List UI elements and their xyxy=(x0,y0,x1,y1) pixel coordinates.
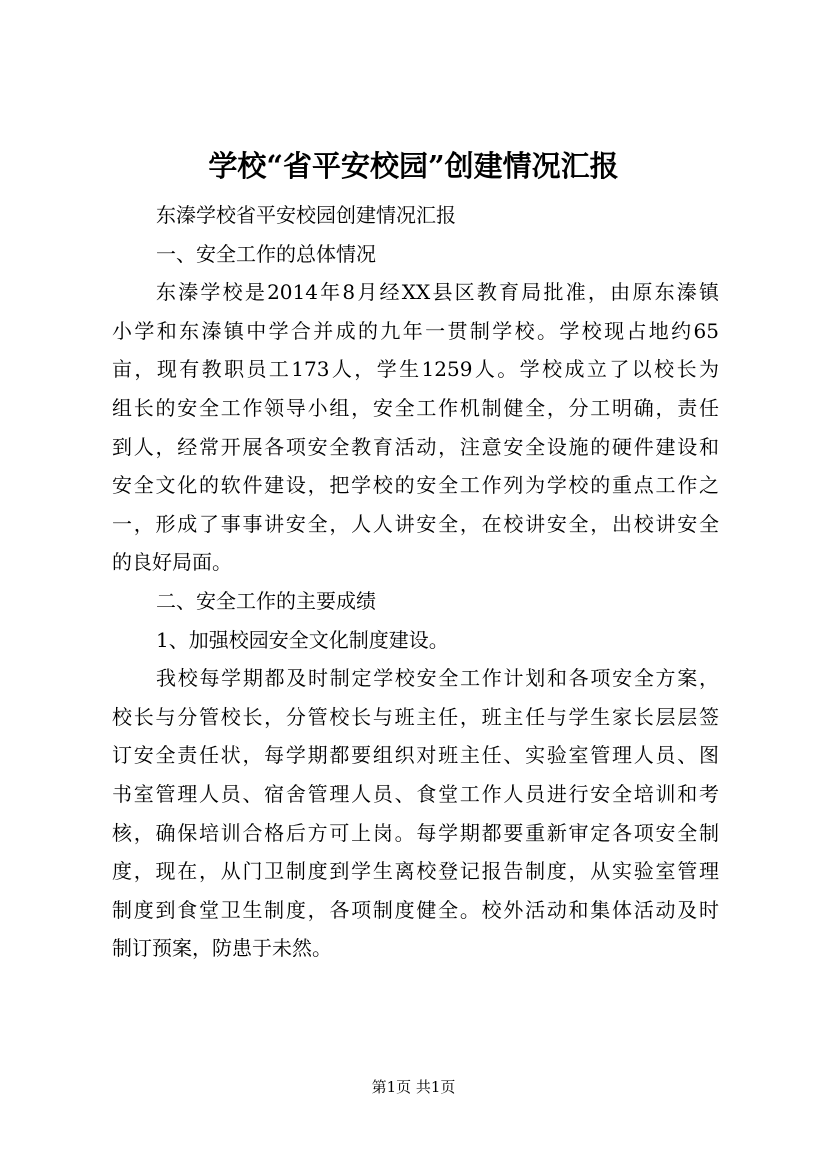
paragraph-line: 一，形成了事事讲安全，人人讲安全，在校讲安全，出校讲安全 xyxy=(112,511,719,536)
paragraph-line: 东溱学校是2014年8月经XX县区教育局批准，由原东溱镇 xyxy=(156,280,719,305)
paragraph-line: 小学和东溱镇中学合并成的九年一贯制学校。学校现占地约65 xyxy=(112,318,719,343)
paragraph-line: 制度到食堂卫生制度，各项制度健全。校外活动和集体活动及时 xyxy=(112,897,719,922)
paragraph-line: 我校每学期都及时制定学校安全工作计划和各项安全方案， xyxy=(156,666,719,691)
subsection-heading: 1、加强校园安全文化制度建设。 xyxy=(156,627,449,652)
paragraph-line: 制订预案，防患于未然。 xyxy=(112,936,332,961)
paragraph-line: 度，现在，从门卫制度到学生离校登记报告制度，从实验室管理 xyxy=(112,859,719,884)
document-title: 学校“省平安校园”创建情况汇报 xyxy=(208,149,619,183)
page-footer: 第1页 共1页 xyxy=(371,1078,456,1096)
paragraph-line: 校长与分管校长，分管校长与班主任，班主任与学生家长层层签 xyxy=(112,704,719,729)
paragraph-line: 组长的安全工作领导小组，安全工作机制健全，分工明确，责任 xyxy=(112,395,719,420)
paragraph-line: 书室管理人员、宿舍管理人员、食堂工作人员进行安全培训和考 xyxy=(112,781,719,806)
section-heading: 二、安全工作的主要成绩 xyxy=(156,588,376,613)
paragraph-line: 安全文化的软件建设，把学校的安全工作列为学校的重点工作之 xyxy=(112,473,719,498)
paragraph-line: 的良好局面。 xyxy=(112,550,232,575)
paragraph-line: 订安全责任状，每学期都要组织对班主任、实验室管理人员、图 xyxy=(112,743,719,768)
paragraph-line: 亩，现有教职员工173人，学生1259人。学校成立了以校长为 xyxy=(112,357,719,382)
section-heading: 一、安全工作的总体情况 xyxy=(156,241,376,266)
paragraph-line: 东溱学校省平安校园创建情况汇报 xyxy=(156,203,456,227)
paragraph-line: 到人，经常开展各项安全教育活动，注意安全设施的硬件建设和 xyxy=(112,434,719,459)
paragraph-line: 核，确保培训合格后方可上岗。每学期都要重新审定各项安全制 xyxy=(112,820,719,845)
document-body xyxy=(112,196,719,968)
